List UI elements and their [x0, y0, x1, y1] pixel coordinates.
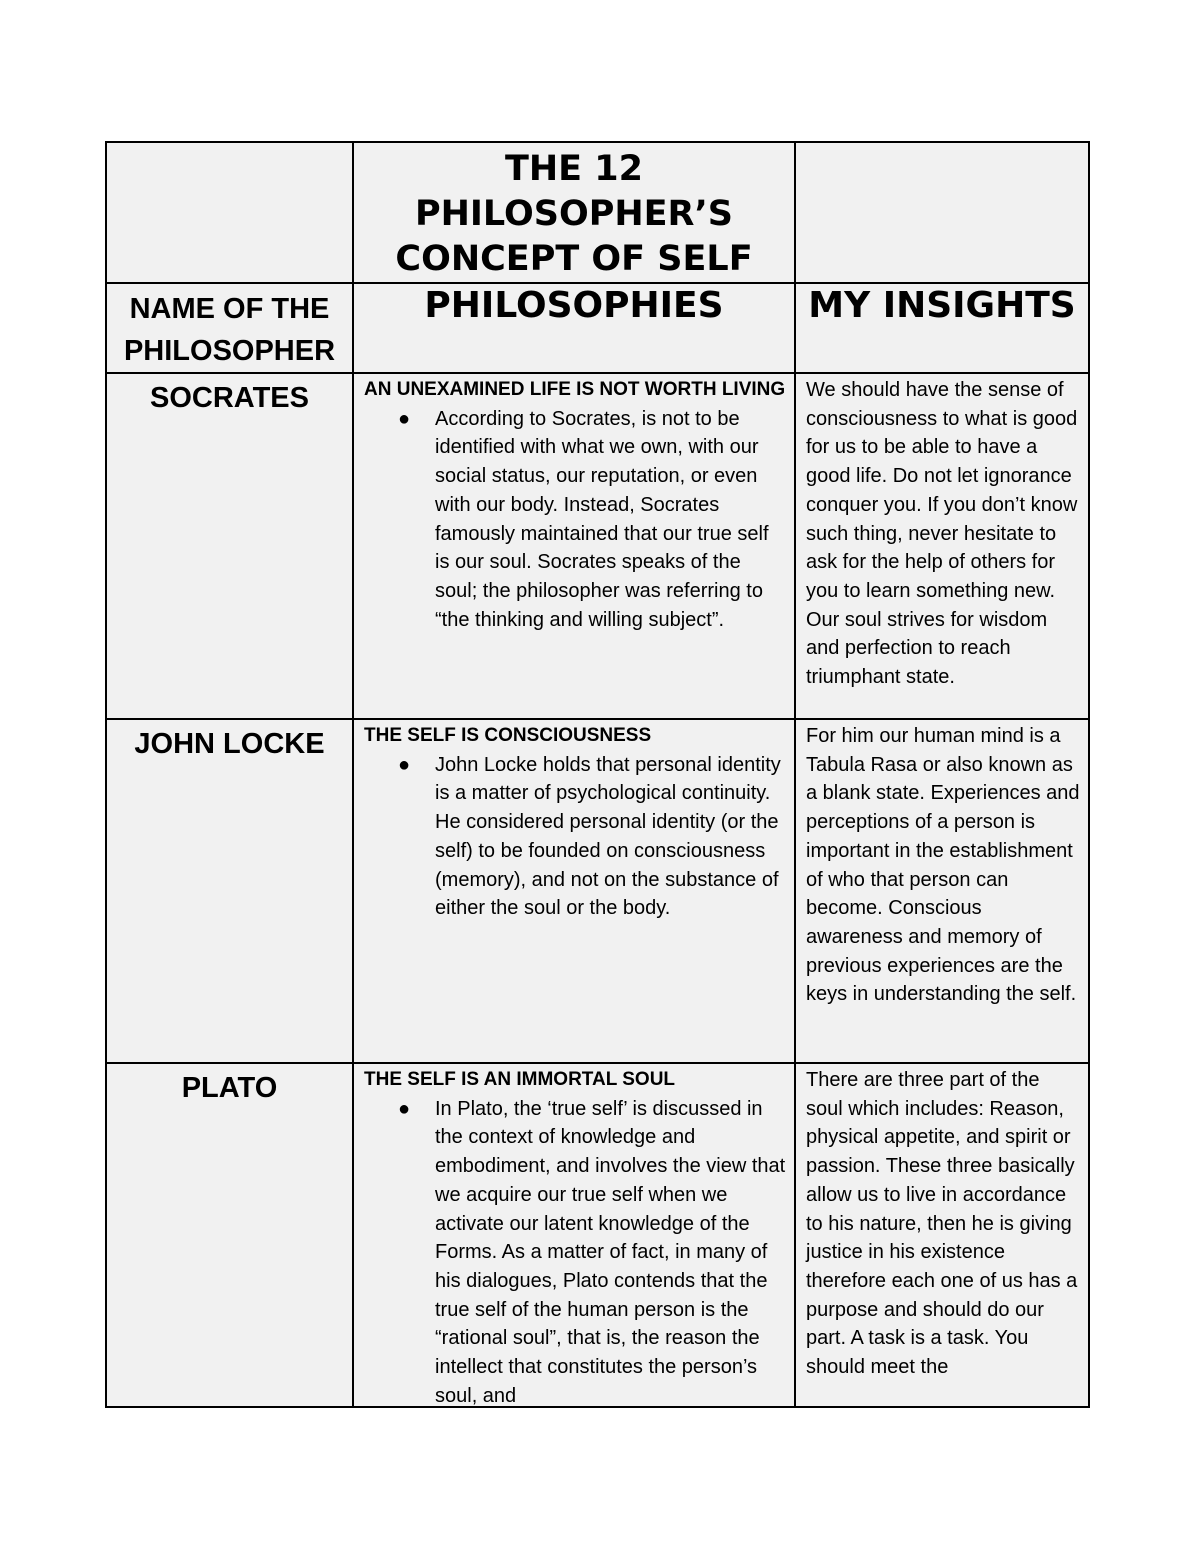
column-header-name — [106, 283, 353, 373]
philosophy-heading: THE SELF IS CONSCIOUSNESS — [364, 725, 652, 746]
philosophy-cell — [353, 373, 795, 719]
column-header-row — [106, 283, 1089, 373]
philosopher-name: SOCRATES — [150, 382, 309, 414]
title-cell — [353, 142, 795, 283]
empty-cell — [106, 142, 353, 283]
philosophy-cell — [353, 719, 795, 1063]
column-header-insights — [795, 283, 1089, 373]
insight-text: There are three part of the soul which includes: Reason, physical appetite, and spirit or passion. These three basically allow us to live in accordance to his nature, then he is giving justice in his existence therefore each one of us has a purpose and should do our part. A task is a task. You should meet the — [806, 1069, 1078, 1379]
bullet-icon: ● — [398, 753, 411, 776]
philosophy-text: In Plato, the ‘true self’ is discussed in the context of knowledge and embodiment, and involves the view that we acquire our true self when we activate our latent knowledge of the Forms. As a matter of fact, in many of his dialogues, Plato contends that the true self of the human person is the “rational soul”, that is, the reason the intellect that constitutes the person’s soul, and — [435, 1097, 786, 1406]
insight-cell — [795, 373, 1089, 719]
philosophy-text: According to Socrates, is not to be identified with what we own, with our social status, our reputation, or even with our body. Instead, Socrates famously maintained that our true self is our soul. Socrates speaks of the soul; the philosopher was referring to “the thinking and willing subject”. — [435, 407, 769, 631]
philosopher-cell — [106, 1063, 353, 1407]
list-item — [364, 1095, 788, 1406]
philosophy-text: John Locke holds that personal identity is a matter of psychological continuity. He considered personal identity (or the self) to be founded on consciousness (memory), and not on the substance of either the soul or the body. — [435, 753, 781, 920]
philosopher-cell — [106, 719, 353, 1063]
insight-text: For him our human mind is a Tabula Rasa or also known as a blank state. Experiences and perceptions of a person is important in the establishment of who that person can become. Conscious awareness and memory of previous experiences are the keys in understanding the self. — [806, 725, 1080, 1006]
philosophers-table — [105, 141, 1090, 1408]
column-header-insights-label: MY INSIGHTS — [808, 285, 1076, 326]
table-row — [106, 1063, 1089, 1407]
column-header-name-label: NAME OF THE PHILOSOPHER — [123, 293, 336, 367]
table-row — [106, 373, 1089, 719]
philosopher-cell — [106, 373, 353, 719]
insight-cell — [795, 1063, 1089, 1407]
insight-cell — [795, 719, 1089, 1063]
philosophy-list — [364, 1095, 788, 1406]
philosophy-cell — [353, 1063, 795, 1407]
bullet-icon: ● — [398, 407, 411, 430]
philosopher-name: JOHN LOCKE — [134, 728, 325, 760]
bullet-icon: ● — [398, 1097, 411, 1120]
philosophy-heading: AN UNEXAMINED LIFE IS NOT WORTH LIVING — [364, 379, 786, 400]
philosophy-list — [364, 405, 788, 635]
column-header-philosophies — [353, 283, 795, 373]
title-row — [106, 142, 1089, 283]
list-item — [364, 751, 788, 923]
empty-cell — [795, 142, 1089, 283]
table-row — [106, 719, 1089, 1063]
document-title: THE 12 PHILOSOPHER’S CONCEPT OF SELF — [395, 149, 753, 279]
philosophy-list — [364, 751, 788, 923]
list-item — [364, 405, 788, 635]
philosophy-heading: THE SELF IS AN IMMORTAL SOUL — [364, 1069, 676, 1090]
insight-text: We should have the sense of consciousness to what is good for us to be able to have a good life. Do not let ignorance conquer you. If you don’t know such thing, never hesitate to ask for the help of others for you to learn something new. Our soul strives for wisdom and perfection to reach triumphant state. — [806, 379, 1078, 689]
philosopher-name: PLATO — [181, 1072, 278, 1104]
column-header-philosophies-label: PHILOSOPHIES — [424, 285, 724, 326]
